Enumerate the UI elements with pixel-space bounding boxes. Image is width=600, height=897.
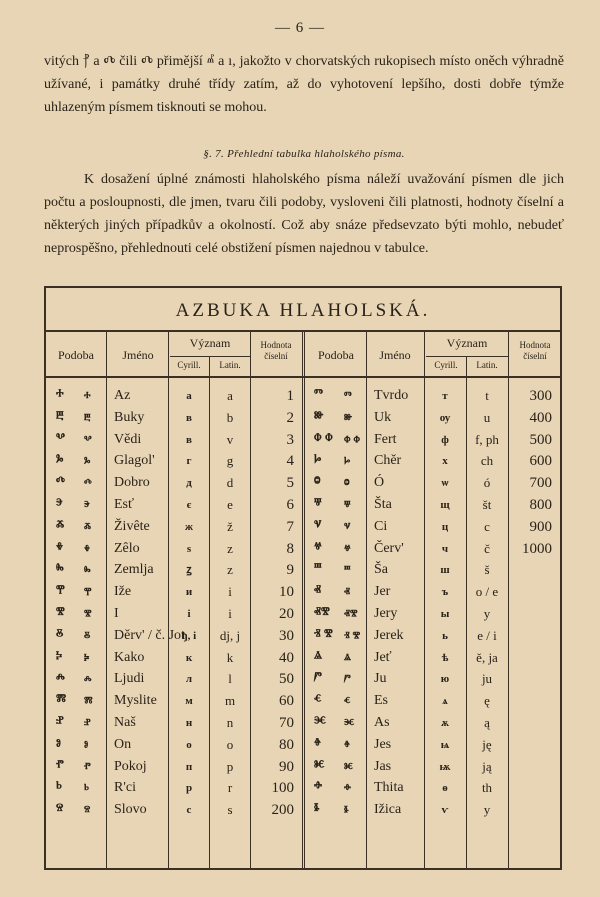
latin-equivalent: f, ph: [475, 432, 499, 447]
latin-equivalent: e / i: [477, 628, 497, 643]
latin-equivalent: p: [226, 759, 234, 774]
glagolitic-majuscule: ⱌ: [314, 519, 322, 534]
numeric-value: 7: [286, 519, 294, 535]
numeric-value: 600: [529, 453, 552, 469]
glagolitic-majuscule: ⱐ ⰺ: [314, 628, 333, 643]
glagolitic-minuscule: ⱅ: [344, 389, 352, 403]
glagolitic-majuscule: ⱅ: [314, 388, 323, 403]
latin-equivalent: ch: [480, 453, 494, 468]
glagolitic-minuscule: ⰽ: [84, 651, 90, 665]
header-cyrill-left: Cyrill.: [177, 360, 201, 370]
cyrillic-equivalent: ю: [440, 673, 450, 685]
cyrillic-equivalent: н: [185, 717, 193, 729]
glagolitic-minuscule: ⱔ: [344, 694, 351, 708]
glagolitic-minuscule: ⱛ: [344, 803, 349, 817]
latin-equivalent: v: [226, 432, 234, 447]
letter-name: Červ': [374, 541, 404, 556]
latin-equivalent: ję: [482, 737, 492, 752]
letter-name: Pokoj: [114, 759, 147, 774]
letter-name: Jery: [374, 606, 398, 621]
cyrillic-equivalent: ц: [441, 521, 449, 533]
col-line: [424, 332, 425, 868]
latin-equivalent: i: [228, 606, 232, 621]
glagolitic-majuscule: ⰾ: [56, 671, 65, 686]
glagolitic-minuscule: ⱚ: [344, 781, 351, 795]
cyrillic-equivalent: т: [442, 390, 448, 402]
glagolitic-majuscule: ⱆ: [314, 410, 324, 425]
glagolitic-majuscule: ⱚ: [314, 780, 322, 795]
numeric-value: [512, 756, 552, 778]
glagolitic-minuscule: ⱏ: [344, 585, 350, 599]
glagolitic-minuscule: ⱐ ⰺ: [344, 629, 361, 643]
cyrillic-equivalent: ш: [440, 564, 450, 576]
header-hodnota-left: Hodnota číselní: [260, 340, 292, 361]
letter-name: Thita: [374, 780, 404, 795]
glagolitic-majuscule: ⱏⰺ: [314, 606, 330, 621]
cyrillic-equivalent: к: [185, 652, 193, 664]
glagolitic-minuscule: ⱋ: [344, 498, 351, 512]
numeric-value: [512, 712, 552, 734]
latin-equivalent: s: [227, 802, 233, 817]
cyrillic-equivalent: р: [185, 782, 193, 794]
numeric-value: 5: [286, 475, 294, 491]
numeric-value: 60: [279, 693, 294, 709]
glagolitic-majuscule: ⰸ: [56, 562, 64, 577]
letter-name: Ó: [374, 475, 385, 490]
section-heading: §. 7. Přehlední tabulka hlaholského písma.: [203, 148, 405, 160]
cyrillic-equivalent: s: [186, 543, 192, 555]
letter-name: Es: [374, 693, 388, 708]
cyrillic-equivalent: в: [186, 412, 192, 424]
letter-name: Slovo: [114, 802, 147, 817]
cyrillic-equivalent: ѧ: [442, 695, 448, 707]
glagolitic-majuscule: ⱗ: [314, 715, 326, 730]
glagolitic-majuscule: ⰲ: [56, 432, 65, 447]
cyrillic-equivalent: ч: [441, 543, 449, 555]
glagolitic-majuscule: ⱘ: [314, 759, 325, 774]
glagolitic-minuscule: ⱓ: [344, 672, 351, 686]
letter-name: Uk: [374, 410, 392, 425]
glagolitic-minuscule: ⱗ: [344, 716, 355, 730]
glagolitic-majuscule: ⰵ: [56, 497, 63, 512]
letter-name: I: [114, 606, 119, 621]
letter-name: Kako: [114, 650, 145, 665]
glagolitic-majuscule: ⱈ: [314, 453, 322, 468]
paragraph-1: vitých ⳨ a Ⰴ čili Ⰴ přimější ⰼ a ı, jakožto v chorvatských rukopisech místo oněch výhradně užívané, i památky druhé třídy zatím, až do vyhotovení lepšího, dosti dobře týmže uhlazeným písmem tisknouti se mohou.: [44, 54, 564, 115]
numeric-value: 20: [279, 606, 294, 622]
cyrillic-equivalent: х: [442, 455, 448, 467]
latin-equivalent: u: [483, 410, 491, 425]
latin-equivalent: th: [481, 780, 493, 795]
latin-equivalent: r: [227, 780, 233, 795]
col-line: [508, 332, 509, 868]
cyrillic-equivalent: п: [185, 761, 193, 773]
cyrillic-equivalent: ђ, і: [181, 630, 197, 642]
glagolitic-majuscule: ⰴ: [56, 475, 65, 490]
latin-equivalent: b: [226, 410, 234, 425]
glagolitic-minuscule: ⱈ: [344, 454, 351, 468]
header-podoba-left: Podoba: [58, 348, 94, 362]
letter-name: Buky: [114, 410, 145, 425]
cyrillic-equivalent: ы: [440, 608, 450, 620]
numeric-value: 10: [279, 584, 294, 600]
glagolitic-minuscule: ⰿ: [84, 694, 93, 708]
letter-name: Jes: [374, 737, 392, 752]
cyrillic-equivalent: м: [185, 695, 193, 707]
paragraph-2: K dosažení úplné známosti hlaholského písma náleží uvažování písmen dle jich počtu a posloupnosti, dle jmen, tvaru čili podoby, vysloveni čili platnosti, hodnoty číselní a některých jiných případkův a okolností. Což aby snáze předsevzato býti mohlo, nebudeť neprospěšno, přehlednouti celé obstižení písmen najednou v tabulce.: [44, 172, 564, 256]
cyrillic-equivalent: ꙁ: [186, 564, 192, 576]
glagolitic-majuscule: ⱇ ⱇ: [314, 432, 333, 447]
latin-equivalent: ó: [483, 475, 491, 490]
letter-name: Dobro: [114, 475, 150, 490]
numeric-value: 40: [279, 650, 294, 666]
latin-equivalent: y: [483, 606, 491, 621]
cyrillic-equivalent: с: [186, 804, 192, 816]
glagolitic-majuscule: ⱄ: [56, 802, 64, 817]
vyznam-subrule-left: [170, 356, 250, 357]
page-number: — 6 —: [275, 20, 325, 36]
cyrillic-equivalent: ь: [442, 630, 448, 642]
letter-name: Naš: [114, 715, 136, 730]
numeric-value: 30: [279, 628, 294, 644]
numeric-value: 90: [279, 759, 294, 775]
glagolitic-minuscule: ⱃ: [84, 781, 89, 795]
numeric-value: 300: [529, 388, 552, 404]
cyrillic-equivalent: ъ: [441, 586, 449, 598]
numeric-value: [512, 668, 552, 690]
header-vyznam-left: Význam: [189, 336, 231, 350]
glagolitic-minuscule: ⰴ: [84, 476, 92, 490]
letter-name: Jas: [374, 759, 392, 774]
cyrillic-equivalent: ѡ: [441, 477, 449, 489]
glagolitic-minuscule: ⱘ: [344, 760, 353, 774]
letter-name: Fert: [374, 432, 397, 447]
letter-name: Esť: [114, 497, 134, 512]
glagolitic-minuscule: ⱉ: [344, 476, 350, 490]
cyrillic-equivalent: ѭ: [439, 761, 451, 773]
letter-name: On: [114, 737, 132, 752]
glagolitic-minuscule: ⰾ: [84, 672, 92, 686]
cyrillic-equivalent: ѩ: [440, 739, 450, 751]
numeric-value: 8: [286, 541, 294, 557]
letter-name: Zêlo: [114, 541, 140, 556]
cyrillic-equivalent: о: [186, 739, 192, 751]
glagolitic-majuscule: ⰻ: [56, 628, 64, 643]
letter-name: Myslite: [114, 693, 157, 708]
latin-equivalent: t: [485, 388, 489, 403]
cyrillic-equivalent: и: [185, 586, 193, 598]
glagolitic-majuscule: ⰷ: [56, 541, 63, 556]
numeric-value: 9: [286, 562, 294, 578]
glagolitic-minuscule: ⰷ: [84, 542, 90, 556]
glagolitic-minuscule: ⱂ: [84, 760, 91, 774]
vyznam-subrule-right: [426, 356, 508, 357]
latin-equivalent: z: [227, 541, 233, 556]
letter-name: Az: [114, 388, 131, 403]
numeric-value: 900: [529, 519, 552, 535]
header-latin-right: Latin.: [476, 360, 498, 370]
numeric-value: 50: [279, 671, 294, 687]
latin-equivalent: i: [228, 584, 232, 599]
numeric-value: 1: [286, 388, 294, 404]
letter-name: Zemlja: [114, 562, 154, 577]
glagolitic-majuscule: ⰽ: [56, 650, 63, 665]
latin-equivalent: d: [226, 475, 234, 490]
numeric-value: 400: [529, 410, 552, 426]
cyrillic-equivalent: і: [187, 608, 191, 620]
letter-name: Ju: [374, 671, 387, 686]
glagolitic-majuscule: ⱓ: [314, 671, 322, 686]
glagolitic-majuscule: ⰿ: [56, 693, 67, 708]
glagolitic-minuscule: ⰲ: [84, 433, 92, 447]
header-hodnota-right: Hodnota číselní: [519, 340, 551, 361]
latin-equivalent: o: [226, 737, 234, 752]
numeric-value: [512, 559, 552, 581]
glagolitic-majuscule: ⱑ: [314, 650, 323, 665]
glagolitic-majuscule: ⰳ: [56, 453, 64, 468]
cyrillic-equivalent: є: [186, 499, 192, 511]
numeric-value: [512, 734, 552, 756]
glagolitic-majuscule: ⱉ: [314, 475, 321, 490]
numeric-value: [512, 625, 552, 647]
letter-name: Iže: [114, 584, 132, 599]
table-title: AZBUKA HLAHOLSKÁ.: [175, 300, 431, 321]
glagolitic-minuscule: ⰶ: [84, 520, 91, 534]
numeric-value: [512, 799, 552, 821]
cyrillic-equivalent: a: [186, 390, 192, 402]
glagolitic-minuscule: ⰺ: [84, 607, 92, 621]
glagolitic-majuscule: ⱋ: [314, 497, 322, 512]
col-line: [250, 332, 251, 868]
latin-equivalent: č: [484, 541, 490, 556]
cyrillic-equivalent: ѣ: [441, 652, 449, 664]
latin-equivalent: o / e: [475, 584, 499, 599]
letter-name: Děrv' / č. Jot: [114, 628, 185, 643]
latin-equivalent: z: [227, 562, 233, 577]
cyrillic-equivalent: ж: [185, 521, 193, 533]
glagolitic-majuscule: ⱎ: [314, 562, 322, 577]
glagolitic-majuscule: ⰱ: [56, 410, 64, 425]
latin-equivalent: dj, j: [219, 628, 241, 643]
numeric-value: 800: [529, 497, 552, 513]
glagolitic-majuscule: ⱂ: [56, 759, 64, 774]
glagolitic-minuscule: ⰳ: [84, 454, 91, 468]
glagolitic-minuscule: ⱎ: [344, 563, 351, 577]
numeric-value: 70: [279, 715, 294, 731]
letter-name: Ljudi: [114, 671, 145, 686]
glagolitic-majuscule: ⰰ: [56, 388, 64, 403]
header-jmeno-right: Jméno: [379, 348, 411, 362]
latin-equivalent: y: [483, 802, 491, 817]
numeric-value: 1000: [522, 541, 552, 557]
glagolitic-majuscule: ⰺ: [56, 606, 65, 621]
latin-equivalent: ž: [227, 519, 233, 534]
cyrillic-equivalent: в: [186, 434, 192, 446]
letter-name: Glagol': [114, 453, 155, 468]
glagolitic-minuscule: ⰱ: [84, 411, 91, 425]
glagolitic-minuscule: ⱇ ⱇ: [344, 433, 361, 447]
header-cyrill-right: Cyrill.: [434, 360, 458, 370]
latin-equivalent: š: [484, 562, 490, 577]
numeric-value: 700: [529, 475, 552, 491]
letter-name: Živête: [114, 519, 150, 534]
glagolitic-minuscule: ⰻ: [84, 629, 91, 643]
glagolitic-majuscule: ⱏ: [314, 584, 321, 599]
letter-name: Šta: [374, 497, 392, 512]
letter-name: Jer: [374, 584, 391, 599]
col-line: [106, 332, 107, 868]
letter-name: Tvrdo: [374, 388, 409, 403]
cyrillic-equivalent: ѳ: [442, 782, 448, 794]
numeric-value: [512, 581, 552, 603]
glagolitic-minuscule: ⱄ: [84, 803, 91, 817]
latin-equivalent: g: [226, 453, 234, 468]
numeric-value: [512, 777, 552, 799]
glagolitic-minuscule: ⱑ: [344, 651, 351, 665]
letter-name: Jerek: [374, 628, 404, 643]
latin-equivalent: ě, ja: [476, 650, 498, 665]
glagolitic-minuscule: ⰹ: [84, 585, 92, 599]
header-vyznam-right: Význam: [446, 336, 488, 350]
latin-equivalent: c: [484, 519, 490, 534]
latin-equivalent: l: [228, 671, 232, 686]
glagolitic-minuscule: ⰵ: [84, 498, 90, 512]
cyrillic-equivalent: ѫ: [441, 717, 449, 729]
latin-equivalent: m: [224, 693, 236, 708]
glagolitic-minuscule: ⱀ: [84, 716, 91, 730]
letter-name: Jeť: [374, 650, 392, 665]
latin-equivalent: n: [226, 715, 234, 730]
numeric-value: 2: [286, 410, 294, 426]
cyrillic-equivalent: ѵ: [441, 804, 449, 816]
numeric-value: 100: [271, 780, 294, 796]
latin-equivalent: a: [227, 388, 233, 403]
glagolitic-minuscule: ⱁ: [84, 738, 89, 752]
glagolitic-minuscule: ⱍ: [344, 542, 351, 556]
glagolitic-majuscule: ⱖ: [314, 737, 321, 752]
latin-equivalent: št: [482, 497, 492, 512]
header-jmeno-left: Jméno: [122, 348, 154, 362]
center-divider: [302, 332, 305, 868]
glagolitic-minuscule: ⱖ: [344, 738, 350, 752]
glagolitic-majuscule: ⰹ: [56, 584, 65, 599]
cyrillic-equivalent: оу: [439, 412, 451, 424]
glagolitic-majuscule: ⱃ: [56, 780, 62, 795]
col-line: [366, 332, 367, 868]
glagolitic-majuscule: ⱔ: [314, 693, 322, 708]
cyrillic-equivalent: г: [186, 455, 192, 467]
latin-equivalent: ą: [484, 715, 490, 730]
glagolitic-minuscule: ⱏⰺ: [344, 607, 358, 621]
cyrillic-equivalent: л: [185, 673, 193, 685]
numeric-value: [512, 647, 552, 669]
latin-equivalent: ją: [482, 759, 492, 774]
cyrillic-equivalent: щ: [440, 499, 450, 511]
latin-equivalent: k: [226, 650, 234, 665]
latin-equivalent: e: [227, 497, 233, 512]
glagolitic-majuscule: ⱍ: [314, 541, 322, 556]
numeric-value: 200: [271, 802, 294, 818]
glagolitic-majuscule: ⱀ: [56, 715, 64, 730]
glagolitic-minuscule: ⱌ: [344, 520, 351, 534]
glagolitic-minuscule: ⱆ: [344, 411, 353, 425]
cyrillic-equivalent: д: [186, 477, 192, 489]
glagolitic-minuscule: ⰸ: [84, 563, 91, 577]
numeric-value: 3: [286, 432, 294, 448]
col-line: [168, 332, 169, 868]
numeric-value: 500: [529, 432, 552, 448]
header-latin-left: Latin.: [219, 360, 241, 370]
glagolitic-majuscule: ⱛ: [314, 802, 320, 817]
letter-name: Ižica: [374, 802, 402, 817]
letter-name: Ci: [374, 519, 388, 534]
letter-name: Vědi: [114, 432, 142, 447]
letter-name: As: [374, 715, 390, 730]
numeric-value: [512, 603, 552, 625]
letter-name: Chěr: [374, 453, 402, 468]
numeric-value: 4: [286, 453, 294, 469]
cyrillic-equivalent: ф: [441, 434, 449, 446]
numeric-value: 80: [279, 737, 294, 753]
glagolitic-majuscule: ⱁ: [56, 737, 61, 752]
latin-equivalent: ę: [484, 693, 490, 708]
numeric-value: [512, 690, 552, 712]
letter-name: Ša: [374, 562, 388, 577]
latin-equivalent: ju: [481, 671, 493, 686]
numeric-value: 6: [286, 497, 294, 513]
letter-name: R'ci: [114, 780, 136, 795]
glagolitic-minuscule: ⰰ: [84, 389, 91, 403]
header-podoba-right: Podoba: [318, 348, 354, 362]
glagolitic-majuscule: ⰶ: [56, 519, 65, 534]
